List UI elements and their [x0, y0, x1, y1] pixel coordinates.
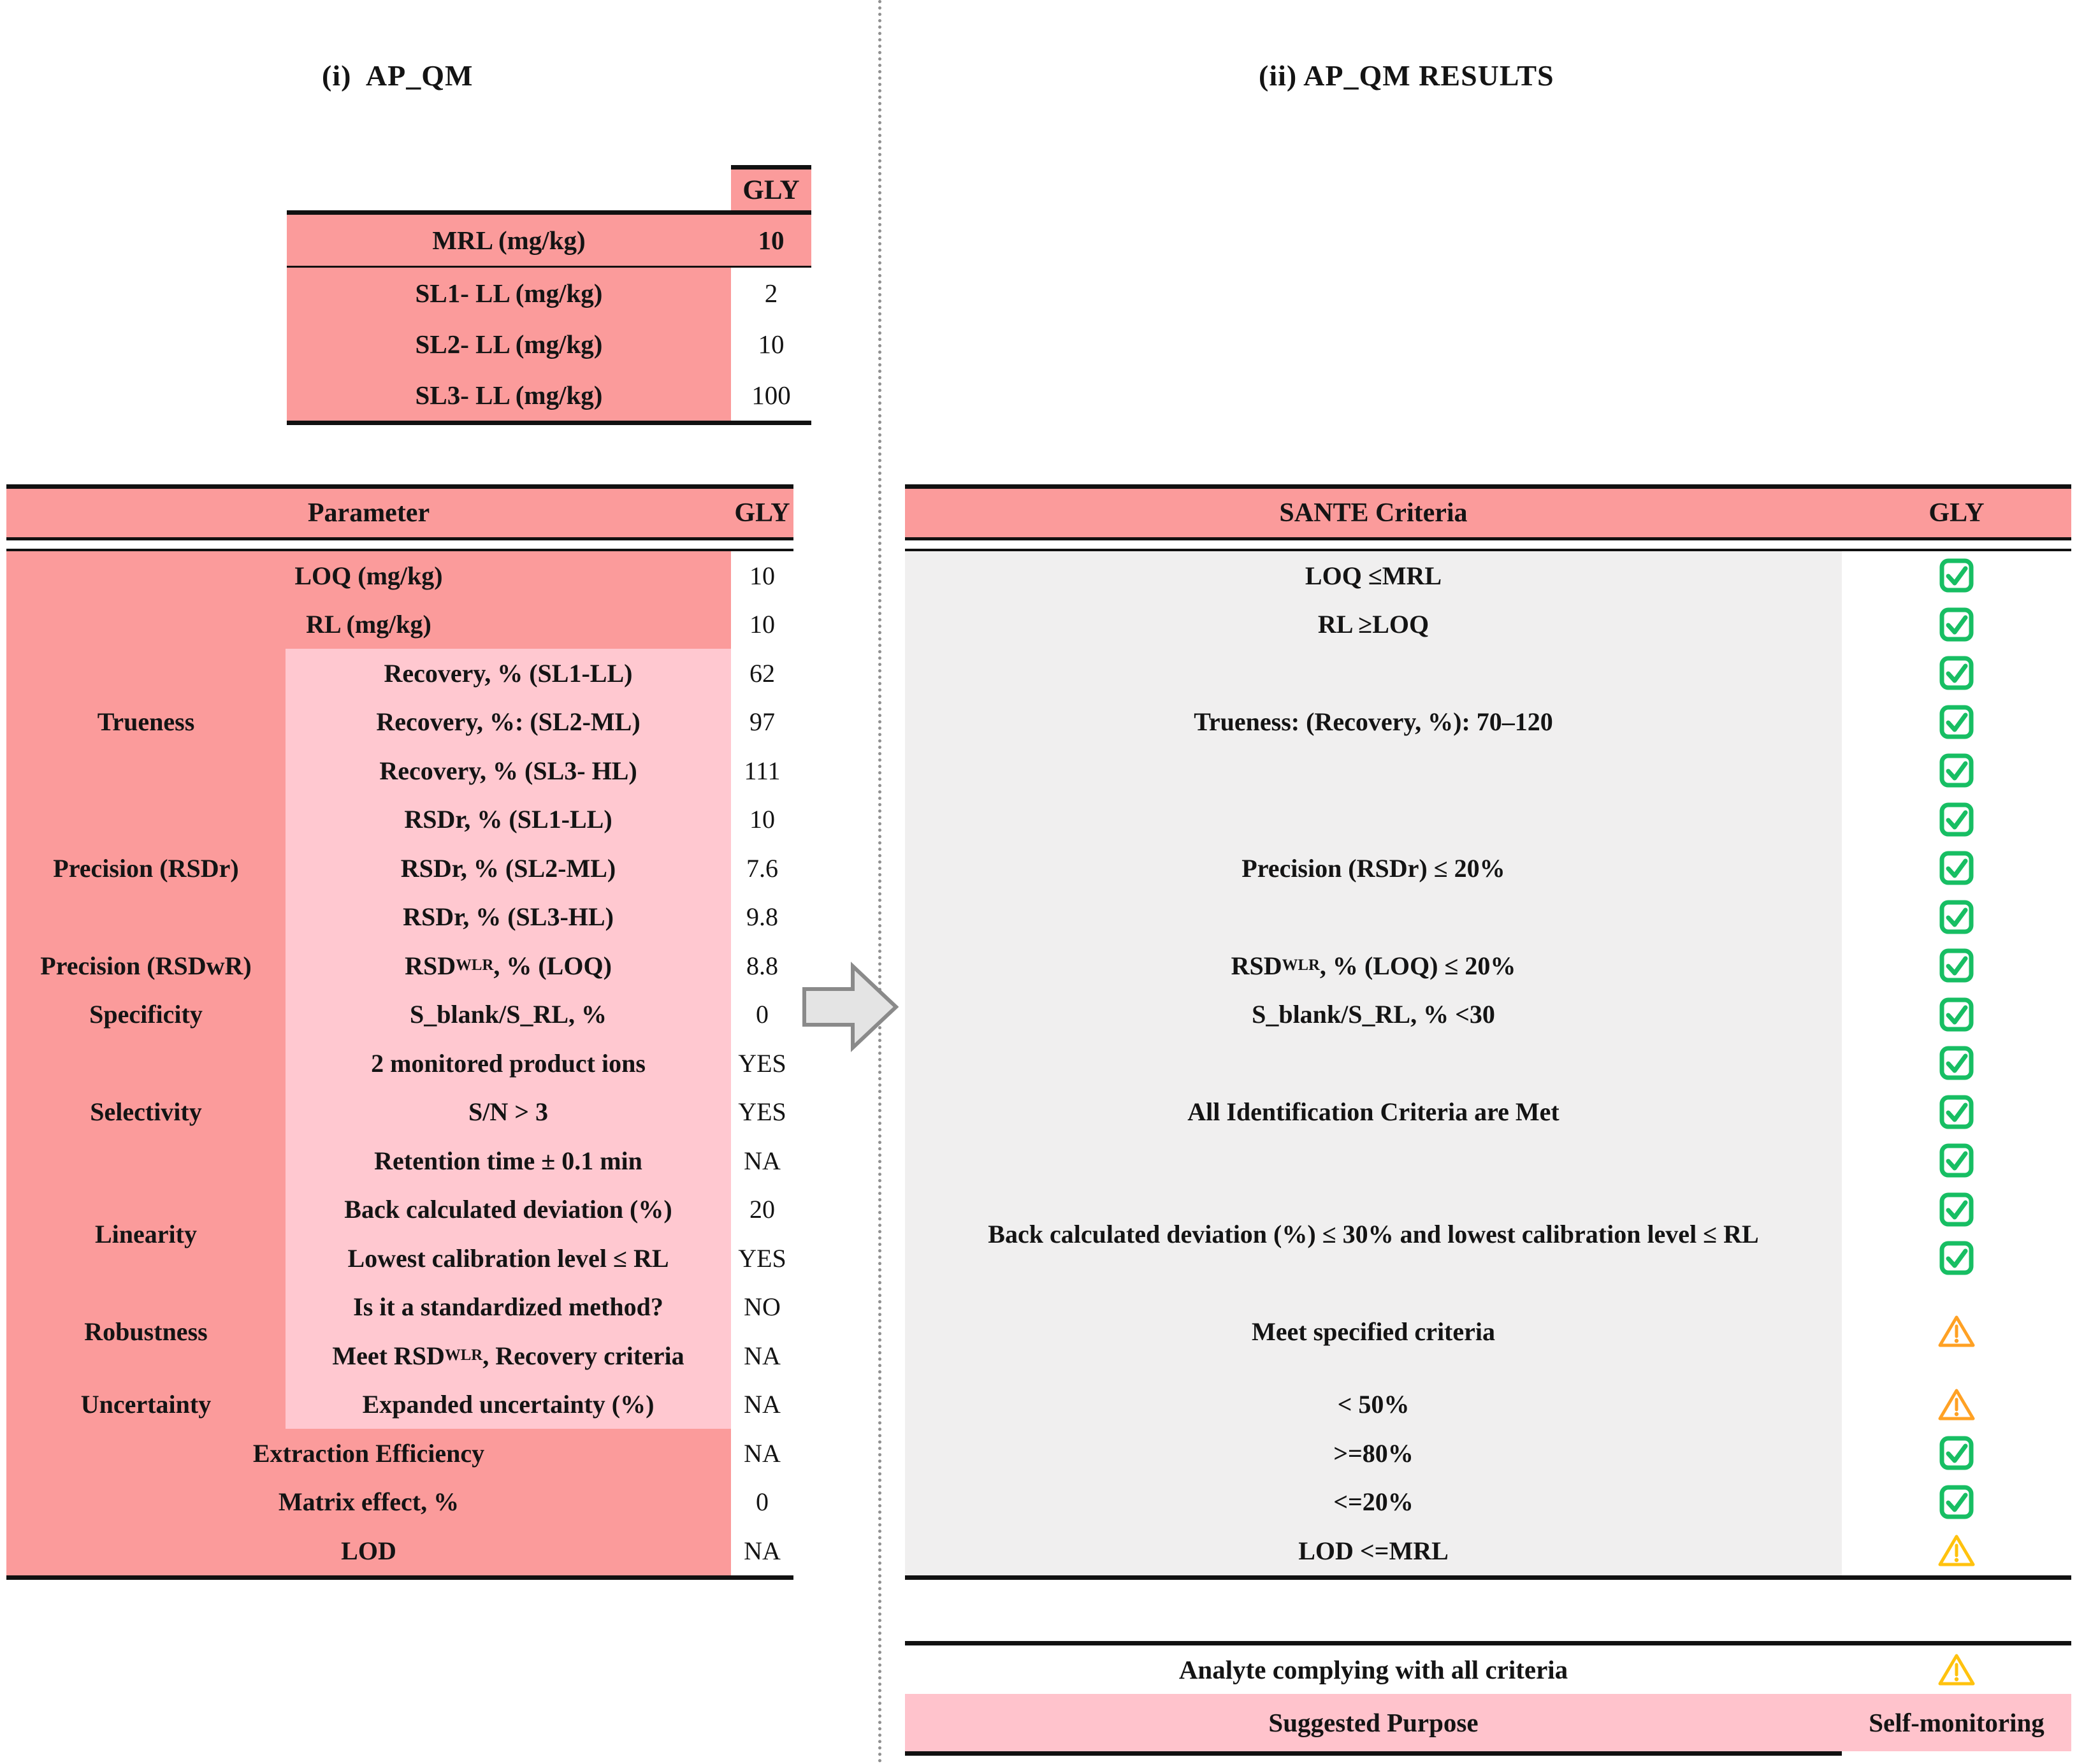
param-value: 97: [731, 698, 793, 747]
mrl-row-value: 2: [764, 278, 778, 308]
param-value: YES: [731, 1039, 793, 1088]
double-rule: [905, 537, 2071, 551]
param-label: Expanded uncertainty (%): [286, 1380, 731, 1429]
param-value: NA: [731, 1136, 793, 1185]
param-label: 2 monitored product ions: [286, 1039, 731, 1088]
param-value: 62: [731, 649, 793, 698]
mrl-row-label: MRL (mg/kg): [287, 215, 731, 266]
result-check-cell: [1842, 698, 2071, 747]
param-label: RSD WLR , % (LOQ): [286, 941, 731, 990]
warning-triangle-icon: [1937, 1652, 1976, 1688]
parameter-header-gly: GLY: [734, 498, 790, 528]
param-value: 7.6: [731, 844, 793, 893]
checkbox-check-icon: [1938, 1045, 1975, 1081]
mrl-table-row: [287, 215, 811, 268]
param-category: Precision (RSDwR): [6, 941, 286, 990]
param-label: Matrix effect, %: [6, 1478, 731, 1527]
mrl-table-row: [287, 370, 811, 421]
param-value: NA: [731, 1526, 793, 1575]
parameter-table-body: [6, 551, 793, 1580]
warning-triangle-icon: [1937, 1533, 1976, 1568]
analyte-summary-row: [905, 1645, 2071, 1694]
results-header-gly: GLY: [1929, 498, 1985, 528]
criteria-text: Meet specified criteria: [905, 1283, 1842, 1380]
param-value: 0: [731, 1478, 793, 1527]
parameter-header-label: Parameter: [307, 498, 430, 528]
checkbox-check-icon: [1938, 1484, 1975, 1521]
param-label: Extraction Efficiency: [6, 1429, 731, 1478]
checkbox-check-icon: [1938, 557, 1975, 594]
criteria-text: Trueness: (Recovery, %): 70–120: [905, 649, 1842, 795]
checkbox-check-icon: [1938, 1240, 1975, 1276]
param-label: Meet RSD WLR , Recovery criteria: [286, 1331, 731, 1380]
param-label: RSDr, % (SL2-ML): [286, 844, 731, 893]
result-check-cell: [1842, 600, 2071, 649]
criteria-text: RL ≥LOQ: [905, 600, 1842, 649]
flow-arrow-icon: [800, 961, 900, 1053]
param-value: 10: [731, 551, 793, 600]
param-label: Retention time ± 0.1 min: [286, 1136, 731, 1185]
criteria-text: All Identification Criteria are Met: [905, 1039, 1842, 1185]
param-label: Lowest calibration level ≤ RL: [286, 1234, 731, 1283]
param-label: Is it a standardized method?: [286, 1283, 731, 1332]
criteria-text: Back calculated deviation (%) ≤ 30% and lowest calibration level ≤ RL: [905, 1185, 1842, 1283]
param-value: 10: [731, 795, 793, 844]
summary-table: [905, 1645, 2071, 1751]
mrl-table-gly-header: GLY: [731, 165, 811, 210]
criteria-text: >=80%: [905, 1429, 1842, 1478]
result-check-cell: [1842, 844, 2071, 893]
checkbox-check-icon: [1938, 752, 1975, 789]
param-label: RSDr, % (SL3-HL): [286, 893, 731, 942]
result-check-cell: [1842, 1478, 2071, 1527]
results-table-header: [905, 484, 2071, 537]
results-table-body: [905, 551, 2071, 1580]
checkbox-check-icon: [1938, 654, 1975, 691]
checkbox-check-icon: [1938, 947, 1975, 984]
param-label: S_blank/S_RL, %: [286, 990, 731, 1039]
param-value: YES: [731, 1088, 793, 1137]
param-label: S/N > 3: [286, 1088, 731, 1137]
warning-triangle-icon: [1937, 1313, 1976, 1349]
checkbox-check-icon: [1938, 1435, 1975, 1471]
double-rule: [6, 537, 793, 551]
checkbox-check-icon: [1938, 1191, 1975, 1228]
mrl-row-label: SL1- LL (mg/kg): [287, 268, 731, 319]
result-check-cell: [1842, 795, 2071, 844]
result-check-cell: [1842, 1185, 2071, 1234]
result-check-cell: [1842, 1429, 2071, 1478]
criteria-text: < 50%: [905, 1380, 1842, 1429]
right-panel-title: (ii) AP_QM RESULTS: [1259, 59, 1554, 92]
param-value: 111: [731, 746, 793, 795]
warning-triangle-icon: [1937, 1387, 1976, 1422]
dotted-divider-line: [878, 0, 881, 1764]
param-value: 0: [731, 990, 793, 1039]
mrl-table-row: [287, 268, 811, 319]
checkbox-check-icon: [1938, 1142, 1975, 1179]
param-category: Linearity: [6, 1185, 286, 1283]
param-value: YES: [731, 1234, 793, 1283]
left-panel-title: (i) AP_QM: [322, 59, 474, 92]
result-check-cell: [1842, 893, 2071, 942]
param-label: RSDr, % (SL1-LL): [286, 795, 731, 844]
param-category: Trueness: [6, 649, 286, 795]
param-label: LOD: [6, 1526, 731, 1575]
suggested-purpose-label: Suggested Purpose: [905, 1694, 1842, 1751]
mrl-table-body: [287, 210, 811, 425]
result-check-cell: [1842, 551, 2071, 600]
param-category: Specificity: [6, 990, 286, 1039]
mrl-table: [287, 165, 811, 425]
checkbox-check-icon: [1938, 996, 1975, 1033]
checkbox-check-icon: [1938, 801, 1975, 838]
result-check-cell: [1842, 990, 2071, 1039]
param-category: Robustness: [6, 1283, 286, 1380]
checkbox-check-icon: [1938, 899, 1975, 936]
result-check-cell: [1842, 1136, 2071, 1185]
result-check-cell: [1842, 1039, 2071, 1088]
criteria-text: LOD <=MRL: [905, 1526, 1842, 1575]
parameter-table: [6, 484, 793, 1580]
mrl-row-label: SL2- LL (mg/kg): [287, 319, 731, 370]
param-value: NA: [731, 1331, 793, 1380]
sante-criteria-header: SANTE Criteria: [1279, 498, 1468, 528]
param-label: Back calculated deviation (%): [286, 1185, 731, 1234]
checkbox-check-icon: [1938, 849, 1975, 886]
param-value: 8.8: [731, 941, 793, 990]
criteria-text: S_blank/S_RL, % <30: [905, 990, 1842, 1039]
param-label: LOQ (mg/kg): [6, 551, 731, 600]
result-check-cell: [1842, 941, 2071, 990]
param-category: Selectivity: [6, 1039, 286, 1185]
param-value: NA: [731, 1429, 793, 1478]
param-label: Recovery, % (SL1-LL): [286, 649, 731, 698]
analyte-summary-icon-cell: [1842, 1645, 2071, 1694]
suggested-purpose-value: Self-monitoring: [1842, 1694, 2071, 1751]
result-check-cell: [1842, 1234, 2071, 1283]
result-check-cell: [1842, 649, 2071, 698]
summary-top-rule: [905, 1641, 2071, 1645]
param-value: 10: [731, 600, 793, 649]
criteria-text: LOQ ≤MRL: [905, 551, 1842, 600]
mrl-row-value: 100: [751, 380, 791, 410]
analyte-summary-label: Analyte complying with all criteria: [1178, 1655, 1568, 1684]
checkbox-check-icon: [1938, 606, 1975, 643]
criteria-text: Precision (RSDr) ≤ 20%: [905, 795, 1842, 942]
parameter-table-header: [6, 484, 793, 537]
result-warning-cell: [1842, 1526, 2071, 1575]
param-category: Precision (RSDr): [6, 795, 286, 942]
mrl-row-label: SL3- LL (mg/kg): [287, 370, 731, 421]
summary-bottom-rule: [905, 1751, 1842, 1756]
param-value: NO: [731, 1283, 793, 1332]
criteria-text: RSD WLR , % (LOQ) ≤ 20%: [905, 941, 1842, 990]
checkbox-check-icon: [1938, 1094, 1975, 1131]
param-label: RL (mg/kg): [6, 600, 731, 649]
mrl-row-value: 10: [758, 329, 785, 359]
mrl-row-value: 10: [731, 215, 811, 266]
result-check-cell: [1842, 746, 2071, 795]
result-warning-cell: [1842, 1380, 2071, 1429]
param-value: 20: [731, 1185, 793, 1234]
param-label: Recovery, % (SL3- HL): [286, 746, 731, 795]
results-table: [905, 484, 2071, 1580]
param-category: Uncertainty: [6, 1380, 286, 1429]
result-check-cell: [1842, 1088, 2071, 1137]
param-value: NA: [731, 1380, 793, 1429]
checkbox-check-icon: [1938, 704, 1975, 741]
mrl-table-row: [287, 319, 811, 370]
param-value: 9.8: [731, 893, 793, 942]
param-label: Recovery, %: (SL2-ML): [286, 698, 731, 747]
result-warning-cell: [1842, 1283, 2071, 1380]
criteria-text: <=20%: [905, 1478, 1842, 1527]
suggested-purpose-row: [905, 1694, 2071, 1751]
